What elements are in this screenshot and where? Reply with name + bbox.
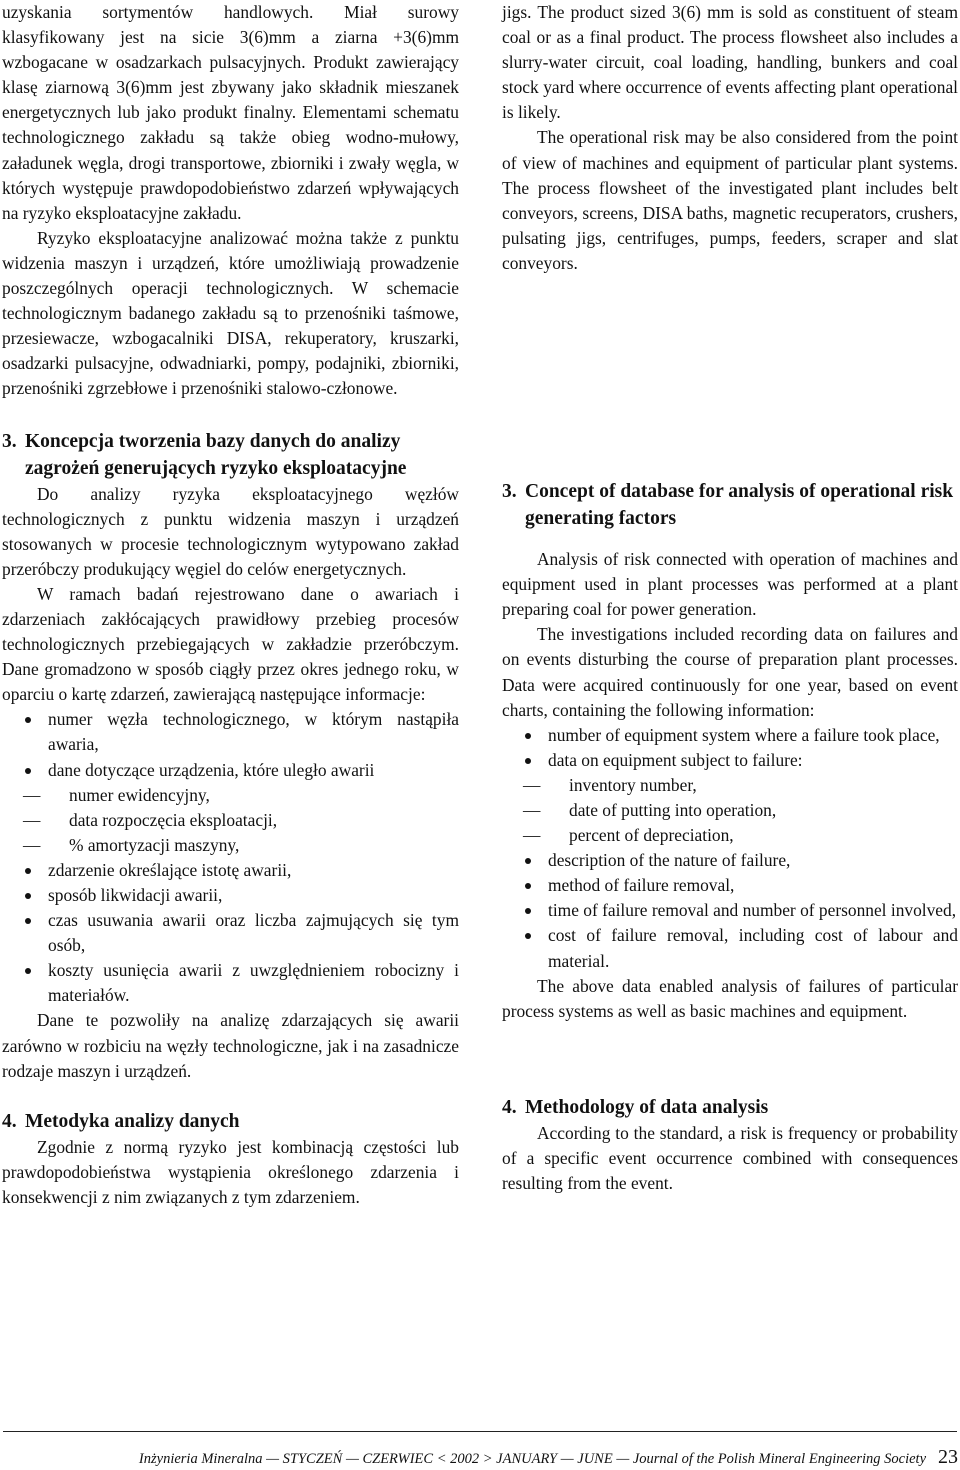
left-section-3-number: 3. bbox=[2, 430, 17, 452]
right-section-4-heading bbox=[502, 1094, 958, 1121]
bullet-list-item bbox=[2, 858, 459, 883]
right-section-4-title: Methodology of data analysis bbox=[525, 1096, 769, 1118]
left-section-4-title: Metodyka analizy danych bbox=[25, 1110, 240, 1132]
list-item-text: number of equipment system where a failure took place, bbox=[548, 724, 940, 745]
dash-list-item bbox=[502, 773, 958, 798]
list-item-text: date of putting into operation, bbox=[569, 799, 777, 820]
bullet-list-item bbox=[502, 723, 958, 748]
dash-list-item bbox=[2, 833, 459, 858]
right-section-4-number: 4. bbox=[502, 1096, 517, 1118]
bullet-list-item bbox=[2, 883, 459, 908]
bullet-list-item bbox=[502, 873, 958, 898]
dash-list-item bbox=[502, 823, 958, 848]
right-section-4-paragraph-1: According to the standard, a risk is frequency or probability of a specific event occurrence combined with consequences resulting from the event. bbox=[502, 1122, 958, 1193]
footer-journal-line: Inżynieria Mineralna — STYCZEŃ — CZERWIEC < 2002 > JANUARY — JUNE — Journal of the Polish Mineral Engineering Society bbox=[138, 1451, 926, 1467]
right-section-3-paragraph-1: Analysis of risk connected with operation of machines and equipment used in plant processes was performed at a plant preparing coal for power generation. bbox=[502, 549, 958, 620]
list-item-text: method of failure removal, bbox=[548, 875, 735, 896]
left-section-3 bbox=[2, 428, 459, 1084]
right-section-3-number: 3. bbox=[502, 481, 517, 503]
bullet-list-item bbox=[2, 908, 459, 958]
list-item-text: dane dotyczące urządzenia, które uległo awarii bbox=[48, 759, 375, 780]
list-item-text: koszty usunięcia awarii z uwzględnieniem robocizny i materiałów. bbox=[48, 960, 459, 1006]
right-column-english bbox=[502, 0, 958, 1196]
dash-list-item bbox=[2, 808, 459, 833]
left-section-4-paragraph-1: Zgodnie z normą ryzyko jest kombinacją częstości lub prawdopodobieństwa wystąpienia określonego zdarzenia i konsekwencji z nim związanych z tym zdarzeniem. bbox=[2, 1136, 459, 1207]
bullet-list-item bbox=[502, 748, 958, 773]
list-item-text: zdarzenie określające istotę awarii, bbox=[48, 859, 292, 880]
left-intro-paragraph-2: Ryzyko eksploatacyjne analizować można także z punktu widzenia maszyn i urządzeń, które umożliwiają prowadzenie poszczególnych operacji technologicznych. W schemacie technologicznym badanego zakładu są to przenośniki taśmowe, przesiewacze, wzbogacalniki DISA, rekuperatory, kruszarki, osadzarki pulsacyjne, odwadniarki, pompy, podajniki, zbiorniki, przenośniki zgrzebłowe i przenośniki stalowo-członowe. bbox=[2, 227, 459, 399]
right-section-3-paragraph-2: The investigations included recording data on failures and on events disturbing the course of preparation plant processes. Data were acquired continuously for one year, based on event charts, containing the following information: bbox=[502, 624, 958, 720]
list-item-text: % amortyzacji maszyny, bbox=[69, 834, 240, 855]
bullet-list-item bbox=[502, 923, 958, 973]
dash-marker: — bbox=[23, 809, 41, 830]
list-item-text: cost of failure removal, including cost of labour and material. bbox=[548, 925, 958, 971]
left-section-3-paragraph-2: W ramach badań rejestrowano dane o awariach i zdarzeniach zakłócających prawidłowy przebieg procesów technologicznych przebiegających w zakładzie przeróbczym. Dane gromadzono w sposób ciągły przez okres jednego roku, w oparciu o kartę zdarzeń, zawierającą następujące informacje: bbox=[2, 583, 459, 705]
left-section-3-paragraph-1: Do analizy ryzyka eksploatacyjnego węzłów technologicznych z punktu widzenia maszyn i urządzeń stosowanych w procesie technologicznym wytypowano zakład przeróbczy produkujący węgiel do celów energetycznych. bbox=[2, 483, 459, 579]
left-section-3-list bbox=[2, 707, 459, 1008]
left-section-4-number: 4. bbox=[2, 1110, 17, 1132]
left-intro-paragraph-1: uzyskania sortymentów handlowych. Miał surowy klasyfikowany jest na sicie 3(6)mm a ziarna +3(6)mm wzbogacane w osadzarkach pulsacyjnych. Produkt zawierający klasę ziarnową 3(6)mm jest zbywany jako składnik mieszanek energetycznych lub jako produkt finalny. Elementami schematu technologicznego zakładu są także obieg wodno-mułowy, załadunek węgla, drogi transportowe, zbiorniki i zwały węgla, w których występuje prawdopodobieństwo zdarzeń wpływających na ryzyko eksploatacyjne zakładu. bbox=[2, 2, 459, 223]
left-section-4 bbox=[2, 1108, 459, 1210]
left-section-4-heading bbox=[2, 1108, 459, 1135]
left-section-3-heading bbox=[2, 428, 459, 482]
dash-list-item bbox=[502, 798, 958, 823]
right-section-4 bbox=[502, 1094, 958, 1196]
footer-rule bbox=[3, 1431, 957, 1432]
right-section-3 bbox=[502, 478, 958, 1024]
list-item-text: data on equipment subject to failure: bbox=[548, 749, 803, 770]
right-intro-paragraph-2: The operational risk may be also considered from the point of view of machines and equipment of particular plant systems. The process flowsheet of the investigated plant includes belt conveyors, screens, DISA baths, magnetic recuperators, crushers, pulsating jigs, centrifuges, pumps, feeders, scraper and slat conveyors. bbox=[502, 127, 958, 273]
bullet-list-item bbox=[2, 707, 459, 757]
list-item-text: percent of depreciation, bbox=[569, 825, 734, 846]
left-section-3-paragraph-3: Dane te pozwoliły na analizę zdarzających się awarii zarówno w rozbiciu na węzły technologiczne, jak i na zasadnicze rodzaje maszyn i urządzeń. bbox=[2, 1010, 459, 1081]
bullet-list-item bbox=[2, 958, 459, 1008]
right-section-3-list bbox=[502, 723, 958, 974]
dash-marker: — bbox=[23, 834, 41, 855]
bullet-list-item bbox=[502, 898, 958, 923]
list-item-text: sposób likwidacji awarii, bbox=[48, 885, 223, 905]
list-item-text: czas usuwania awarii oraz liczba zajmujących się tym osób, bbox=[48, 910, 459, 956]
page-number: 23 bbox=[938, 1446, 958, 1468]
list-item-text: time of failure removal and number of personnel involved, bbox=[548, 900, 957, 921]
bullet-list-item bbox=[502, 848, 958, 873]
dash-list-item bbox=[2, 783, 459, 808]
list-item-text: data rozpoczęcia eksploatacji, bbox=[69, 809, 278, 830]
page-footer bbox=[0, 1447, 958, 1469]
left-section-3-title: Koncepcja tworzenia bazy danych do analizy zagrożeń generujących ryzyko eksploatacyjne bbox=[25, 430, 407, 479]
dash-marker: — bbox=[523, 799, 541, 820]
right-section-3-title: Concept of database for analysis of operational risk generating factors bbox=[525, 481, 954, 530]
list-item-text: numer ewidencyjny, bbox=[69, 784, 210, 805]
right-intro-paragraph-1: jigs. The product sized 3(6) mm is sold as constituent of steam coal or as a final product. The process flowsheet also includes a slurry-water circuit, coal loading, handling, bunkers and coal stock yard where occurrence of events affecting plant operational is likely. bbox=[502, 2, 958, 123]
dash-marker: — bbox=[23, 784, 41, 805]
list-item-text: inventory number, bbox=[569, 774, 697, 795]
right-section-3-heading bbox=[502, 478, 958, 532]
left-column-polish bbox=[2, 0, 459, 1210]
dash-marker: — bbox=[523, 825, 541, 846]
list-item-text: description of the nature of failure, bbox=[548, 850, 791, 871]
list-item-text: numer węzła technologicznego, w którym nastąpiła awaria, bbox=[48, 709, 459, 755]
dash-marker: — bbox=[523, 774, 541, 795]
bullet-list-item bbox=[2, 758, 459, 783]
right-section-3-paragraph-3: The above data enabled analysis of failures of particular process systems as well as basic machines and equipment. bbox=[502, 975, 958, 1021]
